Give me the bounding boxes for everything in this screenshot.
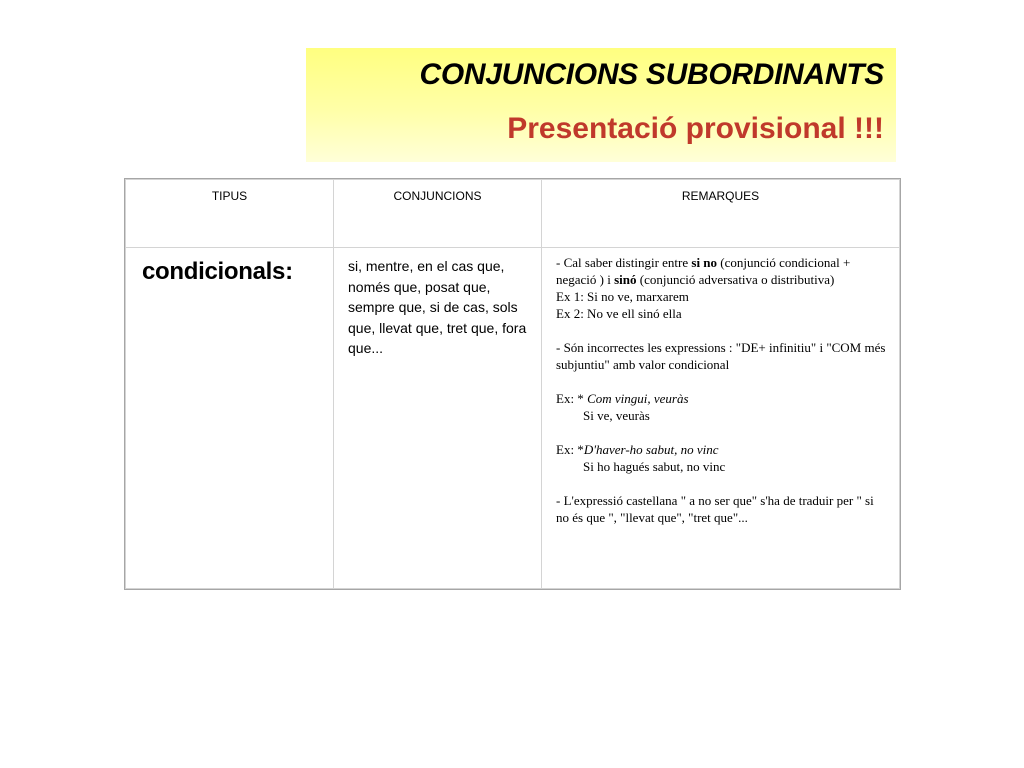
remark-correction-com: Si ve, veuràs xyxy=(583,408,650,423)
remark-bold: sinó xyxy=(614,272,637,287)
remark-si-no-sino xyxy=(556,254,889,288)
remark-text: Ex: * xyxy=(556,442,584,457)
remark-italic: Com vingui, veuràs xyxy=(587,391,689,406)
conjunctions-table-frame xyxy=(124,178,901,590)
remark-text: - Cal saber distingir entre xyxy=(556,255,692,270)
page-subtitle: Presentació provisional !!! xyxy=(507,112,884,145)
remark-correction-de: Si ho hagués sabut, no vinc xyxy=(583,459,726,474)
remark-example-de xyxy=(556,441,889,458)
title-banner xyxy=(306,48,896,162)
header-tipus: TIPUS xyxy=(126,180,334,248)
table-header-row xyxy=(126,180,900,248)
remark-text: (conjunció adversativa o distributiva) xyxy=(636,272,835,287)
remark-incorrect-expressions: - Són incorrectes les expressions : "DE+ infinitiu" i "COM més subjuntiu" amb valor condicional xyxy=(556,340,886,372)
remark-text: (conjunció condicional + negació ) i xyxy=(556,255,851,287)
remark-example-1: Ex 1: Si no ve, marxarem xyxy=(556,289,689,304)
cell-conjuncions: si, mentre, en el cas que, només que, posat que, sempre que, si de cas, sols que, llevat que, tret que, fora que... xyxy=(334,248,542,589)
conjunctions-table xyxy=(125,179,900,589)
cell-tipus: condicionals: xyxy=(126,248,334,589)
remark-castilian-expression: - L'expressió castellana " a no ser que" s'ha de traduir per " si no és que ", "llevat que", "tret que"... xyxy=(556,493,874,525)
header-remarques: REMARQUES xyxy=(542,180,900,248)
remark-italic: D'haver-ho sabut, no vinc xyxy=(583,442,719,457)
page-title: CONJUNCIONS SUBORDINANTS xyxy=(419,58,884,91)
remark-bold: si no xyxy=(691,255,718,270)
header-conjuncions: CONJUNCIONS xyxy=(334,180,542,248)
remark-example-2: Ex 2: No ve ell sinó ella xyxy=(556,306,682,321)
table-row xyxy=(126,248,900,589)
remark-text: Ex: * xyxy=(556,391,588,406)
remark-example-com xyxy=(556,390,889,407)
cell-remarques xyxy=(542,248,900,589)
